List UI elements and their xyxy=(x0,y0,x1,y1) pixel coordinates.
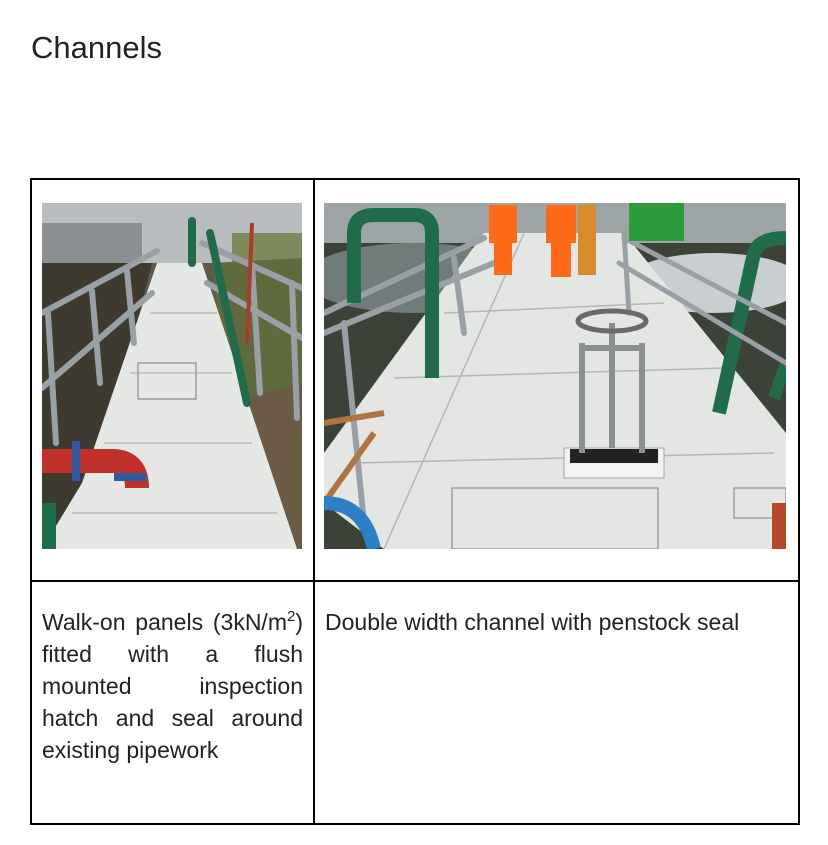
table-cell-caption-right xyxy=(314,581,799,824)
double-channel-photo xyxy=(324,203,786,549)
caption-left-part2: ) fitted with a flush mounted inspection hatch and seal around existing pipework xyxy=(42,609,303,763)
walkway-panels-photo xyxy=(42,203,302,549)
table-cell-caption-left xyxy=(31,581,314,824)
caption-right: Double width channel with penstock seal xyxy=(325,609,740,635)
caption-left-part1: Walk-on panels (3kN/m xyxy=(42,609,287,635)
page-title: Channels xyxy=(31,30,162,65)
table-row-captions xyxy=(31,581,799,824)
caption-left-superscript: 2 xyxy=(286,608,296,625)
